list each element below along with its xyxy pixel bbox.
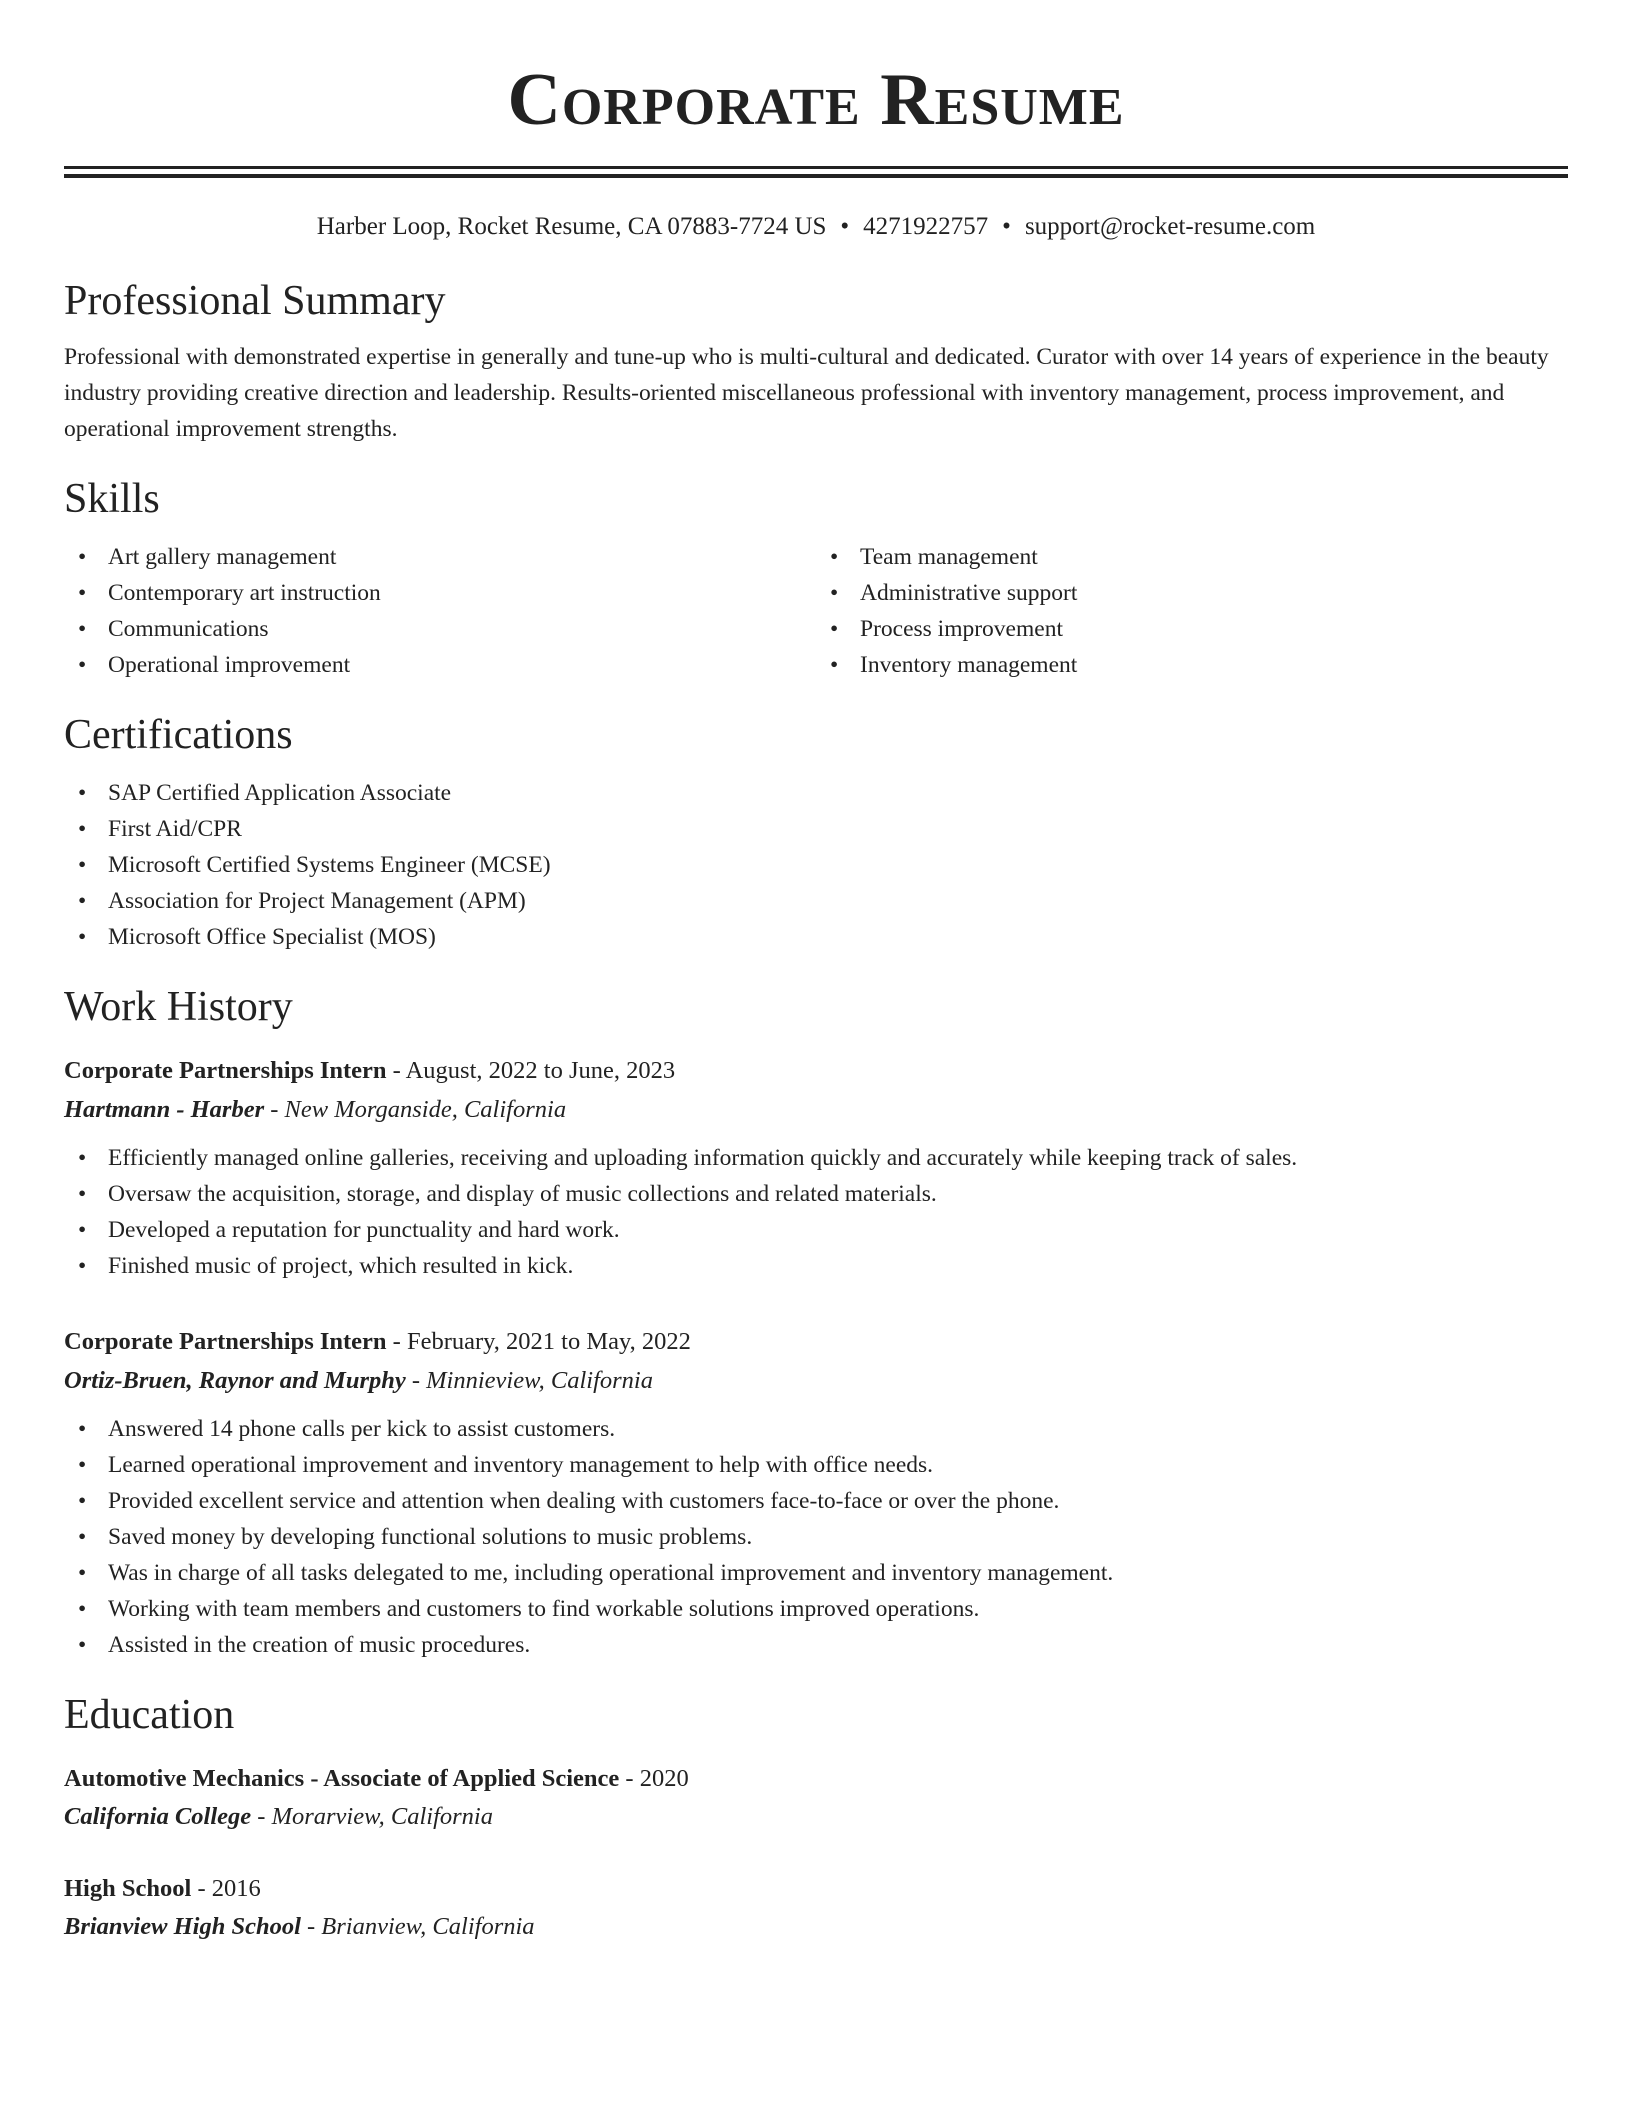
education-degree-line: [64, 1761, 1568, 1797]
certifications-list: [64, 775, 1568, 955]
certification-item: • First Aid/CPR: [64, 811, 1568, 847]
job-dates: - August, 2022 to June, 2023: [386, 1057, 676, 1084]
contact-separator: •: [1002, 213, 1011, 240]
summary-text: Professional with demonstrated expertise in generally and tune-up who is multi-cultural and dedicated. Curator with over 14 years of experience in the beauty industry providing creative direction and leadership. Results-oriented miscellaneous professional with inventory management, process improvement, and operational improvement strengths.: [64, 344, 1549, 442]
bullet-icon: •: [78, 816, 87, 842]
bullet-icon: •: [78, 1181, 87, 1207]
certifications-heading: Certifications: [64, 712, 293, 758]
education-school: California College: [64, 1803, 252, 1830]
skills-heading: Skills: [64, 476, 160, 522]
certifications-section: [64, 709, 1568, 955]
job-location: - Minnieview, California: [405, 1367, 653, 1394]
skill-item: • Team management: [816, 539, 1568, 575]
job-role: Corporate Partnerships Intern: [64, 1328, 387, 1355]
contact-email: support@rocket-resume.com: [1024, 213, 1316, 240]
skill-item: • Administrative support: [816, 575, 1568, 611]
contact-address: Harber Loop, Rocket Resume, CA 07883-7724 US: [316, 213, 827, 240]
bullet-icon: •: [78, 616, 87, 642]
skill-item: • Contemporary art instruction: [64, 575, 816, 611]
bullet-icon: •: [78, 1416, 87, 1442]
job-company-line: [64, 1092, 1568, 1128]
job-company-line: [64, 1363, 1568, 1399]
bullet-icon: •: [830, 616, 839, 642]
education-heading: Education: [64, 1692, 235, 1738]
bullet-icon: •: [78, 1217, 87, 1243]
skills-columns: [64, 539, 1568, 683]
bullet-icon: •: [830, 652, 839, 678]
summary-section: [64, 275, 1568, 447]
bullet-icon: •: [78, 580, 87, 606]
education-school: Brianview High School: [64, 1913, 301, 1940]
bullet-icon: •: [78, 544, 87, 570]
bullet-icon: •: [78, 780, 87, 806]
education-location: - Morarview, California: [251, 1803, 493, 1830]
job-bullet: • Was in charge of all tasks delegated to me, including operational improvement and inventory management.: [64, 1555, 1568, 1591]
certification-item: • SAP Certified Application Associate: [64, 775, 1568, 811]
skills-section: [64, 473, 1568, 683]
skill-item: • Process improvement: [816, 611, 1568, 647]
contact-phone: 4271922757: [863, 213, 989, 240]
skill-item: • Communications: [64, 611, 816, 647]
bullet-icon: •: [78, 888, 87, 914]
education-entry: [64, 1761, 1568, 1835]
bullet-icon: •: [78, 1488, 87, 1514]
job-title-line: [64, 1053, 1568, 1089]
job-bullets: [64, 1140, 1568, 1284]
resume-title: Corporate Resume: [507, 59, 1125, 141]
certification-item: • Microsoft Certified Systems Engineer (MCSE): [64, 847, 1568, 883]
job-dates: - February, 2021 to May, 2022: [386, 1328, 691, 1355]
job-bullet: • Finished music of project, which resulted in kick.: [64, 1248, 1568, 1284]
contact-separator: •: [840, 213, 850, 240]
education-year: - 2020: [619, 1765, 689, 1792]
job-bullets: [64, 1411, 1568, 1663]
title-rule-bottom: [64, 174, 1568, 178]
education-degree-line: [64, 1871, 1568, 1907]
certification-item: • Association for Project Management (APM): [64, 883, 1568, 919]
education-entry: [64, 1871, 1568, 1945]
job-bullet: • Saved money by developing functional solutions to music problems.: [64, 1519, 1568, 1555]
job-title-line: [64, 1324, 1568, 1360]
education-school-line: [64, 1799, 1568, 1835]
bullet-icon: •: [78, 652, 87, 678]
bullet-icon: •: [78, 1632, 87, 1658]
bullet-icon: •: [78, 1145, 87, 1171]
bullet-icon: •: [78, 1452, 87, 1478]
work-history-heading: Work History: [64, 984, 293, 1030]
skills-list-left: [64, 539, 816, 683]
education-year: - 2016: [191, 1875, 261, 1902]
job-bullet: • Provided excellent service and attention when dealing with customers face-to-face or over the phone.: [64, 1483, 1568, 1519]
bullet-icon: •: [78, 1560, 87, 1586]
contact-line: [64, 211, 1568, 243]
job-entry: [64, 1324, 1568, 1663]
education-degree: Automotive Mechanics - Associate of Applied Science: [64, 1765, 620, 1792]
job-bullet: • Assisted in the creation of music procedures.: [64, 1627, 1568, 1663]
skill-item: • Operational improvement: [64, 647, 816, 683]
bullet-icon: •: [78, 1253, 87, 1279]
education-section: [64, 1689, 1568, 1945]
summary-heading: Professional Summary: [64, 278, 446, 324]
skill-item: • Inventory management: [816, 647, 1568, 683]
work-history-section: [64, 981, 1568, 1663]
bullet-icon: •: [78, 924, 87, 950]
skills-list-right: [816, 539, 1568, 683]
title-rule-top: [64, 166, 1568, 169]
job-bullet: • Efficiently managed online galleries, receiving and uploading information quickly and accurately while keeping track of sales.: [64, 1140, 1568, 1176]
job-company: Hartmann - Harber: [64, 1096, 265, 1123]
certification-item: • Microsoft Office Specialist (MOS): [64, 919, 1568, 955]
job-company: Ortiz-Bruen, Raynor and Murphy: [64, 1367, 406, 1394]
bullet-icon: •: [78, 852, 87, 878]
job-entry: [64, 1053, 1568, 1284]
job-bullet: • Working with team members and customers to find workable solutions improved operations.: [64, 1591, 1568, 1627]
job-bullet: • Learned operational improvement and inventory management to help with office needs.: [64, 1447, 1568, 1483]
bullet-icon: •: [78, 1524, 87, 1550]
skill-item: • Art gallery management: [64, 539, 816, 575]
job-role: Corporate Partnerships Intern: [64, 1057, 387, 1084]
education-school-line: [64, 1909, 1568, 1945]
education-location: - Brianview, California: [300, 1913, 535, 1940]
job-bullet: • Answered 14 phone calls per kick to assist customers.: [64, 1411, 1568, 1447]
job-bullet: • Developed a reputation for punctuality and hard work.: [64, 1212, 1568, 1248]
bullet-icon: •: [78, 1596, 87, 1622]
education-degree: High School: [64, 1875, 192, 1902]
bullet-icon: •: [830, 544, 839, 570]
job-location: - New Morganside, California: [264, 1096, 567, 1123]
bullet-icon: •: [830, 580, 839, 606]
job-bullet: • Oversaw the acquisition, storage, and display of music collections and related materials.: [64, 1176, 1568, 1212]
